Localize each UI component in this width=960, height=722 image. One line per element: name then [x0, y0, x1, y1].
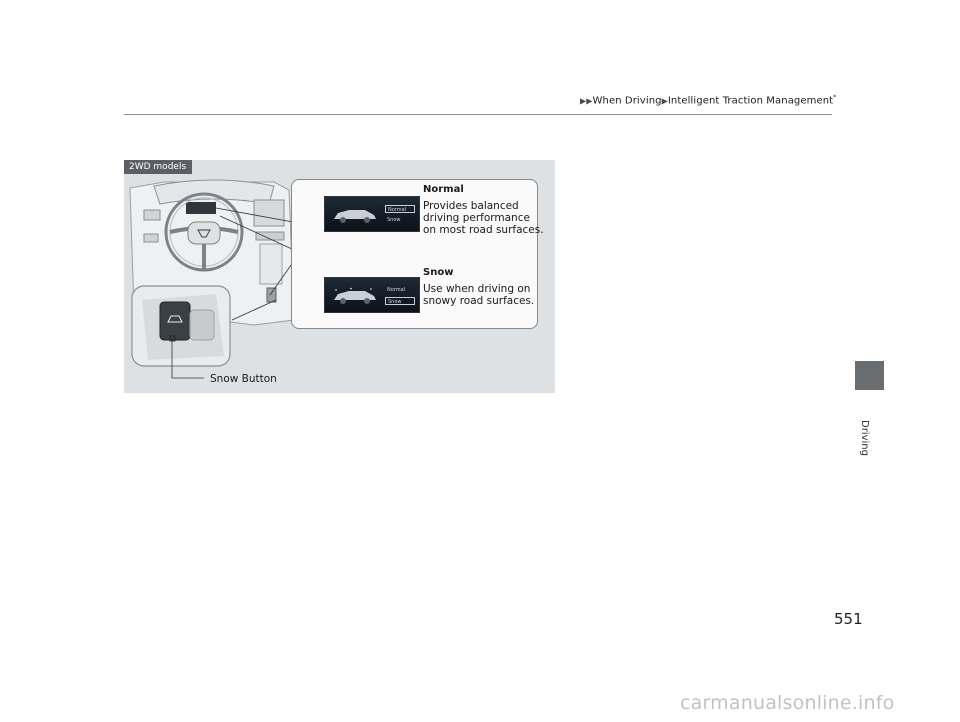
car-icon	[331, 206, 379, 224]
snow-mode-screen	[324, 277, 420, 313]
breadcrumb-item-traction[interactable]: Intelligent Traction Management	[667, 95, 834, 107]
header-rule	[124, 114, 832, 115]
car-snow-icon	[331, 287, 379, 305]
breadcrumb-item-when-driving[interactable]: When Driving	[592, 95, 662, 107]
arrow-icon: ▶	[661, 96, 668, 106]
section-tab[interactable]	[855, 361, 884, 390]
breadcrumb	[580, 94, 836, 106]
figure	[124, 160, 555, 393]
screen-menu-snow: Snow	[387, 217, 401, 223]
arrow-icon: ▶▶	[580, 96, 593, 106]
figure-tag: 2WD models	[124, 160, 192, 174]
screen-menu-normal: Normal	[385, 205, 415, 213]
snow-mode-description: Use when driving on snowy road surfaces.	[423, 283, 535, 307]
page-number: 551	[834, 610, 863, 628]
snow-mode-title: Snow	[423, 267, 454, 278]
screen-menu-snow: Snow	[385, 297, 415, 305]
normal-mode-screen	[324, 196, 420, 232]
footnote-mark: *	[833, 94, 837, 101]
normal-mode-description: Provides balanced driving performance on most road surfaces.	[423, 200, 544, 236]
normal-mode-title: Normal	[423, 184, 464, 195]
section-label: Driving	[859, 420, 870, 456]
watermark[interactable]: carmanualsonline.info	[680, 692, 895, 714]
screen-menu-normal: Normal	[387, 287, 406, 293]
snow-button-callout: Snow Button	[210, 373, 277, 385]
